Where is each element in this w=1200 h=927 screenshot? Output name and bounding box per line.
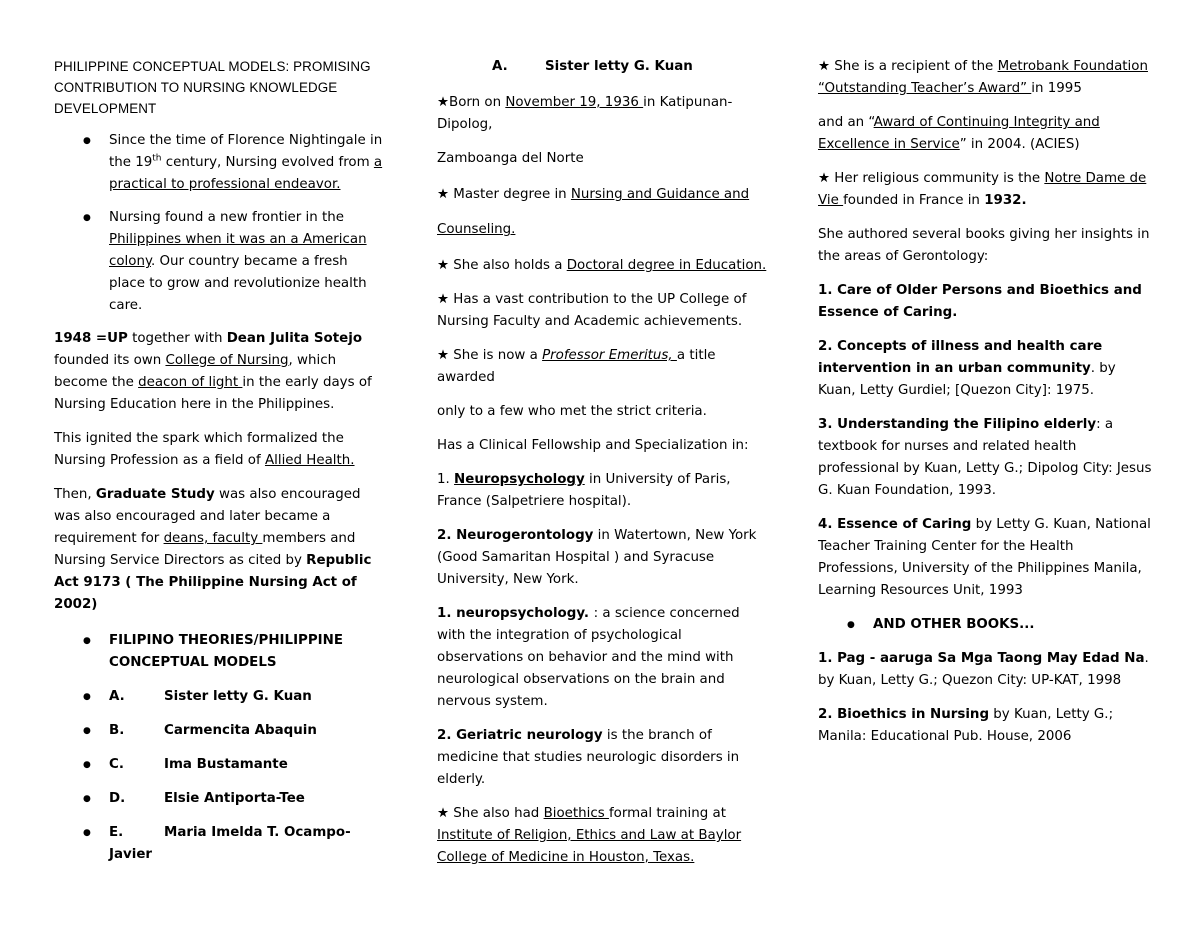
text: was also encouraged was also encouraged and later became a requirement for [54, 487, 361, 546]
book-3 [818, 414, 1153, 502]
contribution-line [437, 289, 772, 333]
bullet-icon: ● [83, 794, 91, 804]
underlined-text: Notre Dame de Vie [818, 171, 1147, 208]
star-icon: ★ [437, 348, 450, 363]
model-letter: A. [109, 689, 125, 704]
paragraph-1948 [54, 328, 384, 416]
text: in Katipunan-Dipolog, [437, 95, 733, 132]
star-icon: ★ [818, 59, 831, 74]
fellowship-line: Has a Clinical Fellowship and Specialization in: [437, 438, 749, 453]
underlined-text: Award of Continuing Integrity and Excellence in Service [818, 115, 1100, 152]
underlined-text: a practical to professional endeavor. [109, 155, 383, 192]
text: 1. [437, 472, 455, 487]
underlined-text: deans, faculty [163, 531, 263, 546]
underlined-text: Bioethics [543, 806, 609, 821]
bullet-icon: ● [847, 620, 855, 630]
document-title: PHILIPPINE CONCEPTUAL MODELS: PROMISING CONTRIBUTION TO NURSING KNOWLEDGE DEVELOPMENT [54, 59, 371, 116]
text: century, Nursing evolved from [161, 155, 374, 170]
bold-text: 1948 =UP [54, 331, 128, 346]
book-4 [818, 514, 1153, 602]
bullet-icon: ● [83, 726, 91, 736]
model-letter: E. [109, 825, 124, 840]
model-name: Ima Bustamante [164, 757, 288, 772]
text: , which become the [54, 353, 337, 390]
paragraph-graduate-study [54, 484, 384, 616]
model-letter: D. [109, 791, 126, 806]
bold-text: Graduate Study [95, 487, 215, 502]
doctoral-line [437, 255, 772, 277]
bullet-nightingale [54, 130, 384, 196]
bullet-icon: ● [83, 760, 91, 770]
underlined-text: Philippines when it was an a American colony [109, 232, 367, 269]
text: She also had [449, 806, 544, 821]
bullet-icon: ● [83, 636, 91, 646]
star-icon: ★ [437, 258, 450, 273]
text: : a science concerned with the integration of psychological observations on behavior and the mind with neurological observations on the brain and nervous system. [437, 606, 740, 709]
text: She also holds a [449, 258, 567, 273]
model-name: Sister letty G. Kuan [164, 689, 312, 704]
model-name: Maria Imelda T. Ocampo-Javier [109, 825, 351, 862]
bold-text: 2. Concepts of illness and health care intervention in an urban community [818, 339, 1103, 376]
heading-name: Sister letty G. Kuan [545, 59, 693, 74]
text: Born on [449, 95, 506, 110]
text: Since the time of Florence Nightingale in the 19 [109, 133, 383, 170]
model-item [54, 686, 384, 708]
star-icon: ★ [437, 187, 450, 202]
text: formal training at [608, 806, 726, 821]
bold-text: 1. neuropsychology. [437, 606, 594, 621]
underlined-text: Counseling. [437, 222, 516, 237]
text: . by Kuan, Letty Gurdiel; [Quezon City]: 1975. [818, 361, 1116, 398]
star-icon: ★ [818, 171, 831, 186]
criteria-line: only to a few who met the strict criteria. [437, 404, 707, 419]
bold-text: Republic Act 9173 ( The Philippine Nursing Act of 2002) [54, 553, 372, 612]
award-line-2 [818, 112, 1153, 156]
star-icon: ★ [437, 806, 450, 821]
text: Nursing found a new frontier in the [109, 210, 344, 225]
model-name: Carmencita Abaquin [164, 723, 317, 738]
text: 2. [437, 528, 457, 543]
bullet-icon: ● [83, 692, 91, 702]
fellowship-item-1 [437, 469, 772, 513]
heading-letter: A. [492, 59, 508, 74]
text: in University of Paris, France (Salpetriere hospital). [437, 472, 731, 509]
text: in 1995 [1031, 81, 1082, 96]
bold-text: 2. Geriatric neurology [437, 728, 603, 743]
text: Has a vast contribution to the UP College of Nursing Faculty and Academic achievements. [437, 292, 747, 329]
underlined-text: Doctoral degree in Education. [566, 258, 767, 273]
text: Master degree in [449, 187, 571, 202]
other-book-2 [818, 704, 1153, 748]
bold-underlined-text: Neuropsychology [454, 472, 585, 487]
intro-bullet-list [54, 130, 384, 317]
underlined-text: College of Nursing [165, 353, 289, 368]
model-item [54, 720, 384, 742]
star-icon: ★ [437, 292, 450, 307]
column-right [818, 56, 1153, 760]
text: She is now a [449, 348, 543, 363]
text: by Letty G. Kuan, National Teacher Training Center for the Health Professions, University of the Philippines Manila, Learning Resources Unit, 1993 [818, 517, 1151, 598]
text: AND OTHER BOOKS... [873, 617, 1035, 632]
text: is the branch of medicine that studies neurologic disorders in elderly. [437, 728, 740, 787]
fellowship-item-2 [437, 525, 772, 591]
underlined-text: deacon of light [138, 375, 243, 390]
underlined-text: Metrobank Foundation “Outstanding Teacher’s Award” [818, 59, 1148, 96]
text: : a textbook for nurses and related health professional by Kuan, Letty G.; Dipolog City: Jesus G. Kuan Foundation, 1993. [818, 417, 1152, 498]
text: Then, [54, 487, 96, 502]
bold-text: 1. Pag - aaruga Sa Mga Taong May Edad Na [818, 651, 1145, 666]
bold-text: 4. Essence of Caring [818, 517, 972, 532]
award-line-1 [818, 56, 1153, 100]
other-books-heading [818, 614, 1153, 636]
book-2 [818, 336, 1153, 402]
text: This ignited the spark which formalized the Nursing Profession as a field of [54, 431, 344, 468]
definition-1 [437, 603, 772, 713]
text: in the early days of Nursing Education here in the Philippines. [54, 375, 372, 412]
section-heading-kuan [437, 56, 772, 78]
text: together with [127, 331, 227, 346]
text: in Watertown, New York (Good Samaritan Hospital ) and Syracuse University, New York. [437, 528, 757, 587]
paragraph-allied-health [54, 428, 384, 472]
text: founded its own [54, 353, 166, 368]
other-book-1 [818, 648, 1153, 692]
underlined-text: Allied Health. [264, 453, 355, 468]
column-middle [437, 56, 772, 869]
text: by Kuan, Letty G.; Manila: Educational Pub. House, 2006 [818, 707, 1114, 744]
underlined-text: Institute of Religion, Ethics and Law at Baylor College of Medicine in Houston, Texas. [437, 828, 742, 865]
bullet-new-frontier [54, 207, 384, 317]
model-letter: C. [109, 757, 124, 772]
books-intro: She authored several books giving her insights in the areas of Gerontology: [818, 227, 1150, 264]
star-icon: ★ [437, 95, 450, 110]
underlined-italic-text: Professor Emeritus, [542, 348, 677, 363]
master-degree-line [437, 184, 772, 206]
column-left [54, 56, 384, 878]
bioethics-line [437, 803, 772, 869]
model-item [54, 788, 384, 810]
text: FILIPINO THEORIES/PHILIPPINE CONCEPTUAL MODELS [109, 633, 344, 670]
text: She is a recipient of the [830, 59, 998, 74]
theories-heading [54, 630, 384, 674]
text: and an “ [818, 115, 874, 130]
bold-text: Neurogerontology [456, 528, 594, 543]
text: founded in France in [843, 193, 985, 208]
text: . Our country became a fresh place to grow and revolutionize health care. [109, 254, 367, 313]
model-item [54, 822, 384, 866]
bullet-icon: ● [83, 828, 91, 838]
text: Her religious community is the [830, 171, 1045, 186]
bold-text: Dean Julita Sotejo [226, 331, 363, 346]
underlined-text: November 19, 1936 [505, 95, 644, 110]
bold-text: 1932. [984, 193, 1027, 208]
text: a title awarded [437, 348, 716, 385]
text: members and Nursing Service Directors as cited by [54, 531, 356, 568]
text: . by Kuan, Letty G.; Quezon City: UP-KAT, 1998 [818, 651, 1149, 688]
model-item [54, 754, 384, 776]
definition-2 [437, 725, 772, 791]
bold-text: 3. Understanding the Filipino elderly [818, 417, 1097, 432]
model-name: Elsie Antiporta-Tee [164, 791, 305, 806]
book-1: 1. Care of Older Persons and Bioethics and Essence of Caring. [818, 283, 1142, 320]
superscript: th [152, 153, 162, 164]
born-line [437, 92, 772, 136]
religious-community-line [818, 168, 1153, 212]
bold-text: 2. Bioethics in Nursing [818, 707, 990, 722]
underlined-text: Nursing and Guidance and [570, 187, 750, 202]
emeritus-line [437, 345, 772, 389]
model-letter: B. [109, 723, 125, 738]
master-degree-line-2 [437, 219, 772, 241]
text: ” in 2004. (ACIES) [959, 137, 1080, 152]
birthplace-line: Zamboanga del Norte [437, 151, 584, 166]
